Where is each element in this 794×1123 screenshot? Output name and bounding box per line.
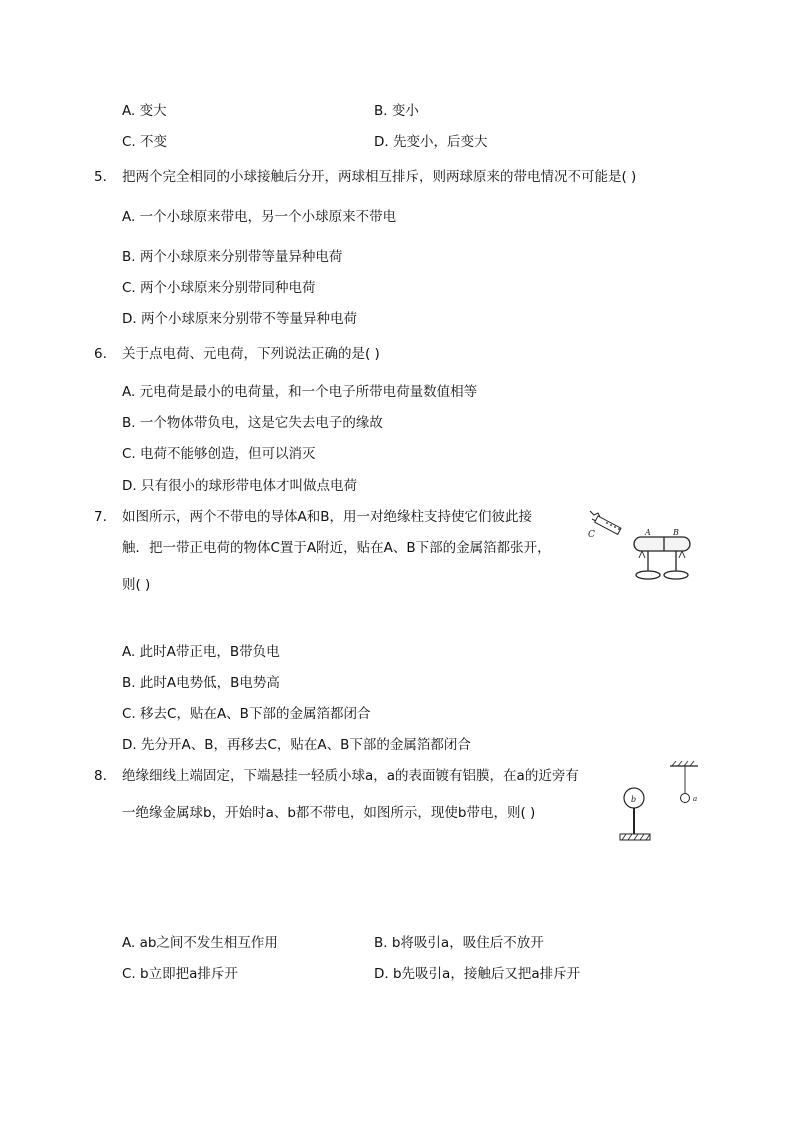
label-c: C [588,530,595,540]
option-d: D. 只有很小的球形带电体才叫做点电荷 [122,478,357,494]
option-c: C. 电荷不能够创造，但可以消灭 [122,446,316,462]
option-a: A. 元电荷是最小的电荷量，和一个电子所带电荷量数值相等 [122,384,478,400]
question-number: 7. [94,509,107,525]
question-stem-line-3: 则( ) [122,577,151,593]
answer-blank: ( ) [520,805,536,821]
question-stem: 把两个完全相同的小球接触后分开，两球相互排斥，则两球原来的带电情况不可能是( ) [122,169,637,185]
question-stem-line-1: 如图所示，两个不带电的导体A和B，用一对绝缘柱支持使它们彼此接 [122,509,532,525]
option-a: A. ab之间不发生相互作用 [122,935,278,951]
label-a: a [693,795,698,803]
question-number: 6. [94,346,107,362]
question-stem-line-2: 一绝缘金属球b，开始时a、b都不带电，如图所示，现使b带电，则( ) [122,805,536,821]
question-number: 5. [94,169,107,185]
option-c: C. 两个小球原来分别带同种电荷 [122,280,316,296]
conductor-figure [582,505,700,587]
label-a: A [645,528,651,537]
question-stem-line-2: 触．把一带正电荷的物体C置于A附近，贴在A、B下部的金属箔都张开， [122,540,551,556]
option-b: B. b将吸引a，吸住后不放开 [374,935,544,951]
option-d: D. b先吸引a，接触后又把a排斥开 [374,966,581,982]
question-number: 8. [94,768,107,784]
option-d: D. 先分开A、B，再移去C，贴在A、B下部的金属箔都闭合 [122,737,471,753]
label-b: B [673,528,679,537]
option-b: B. 一个物体带负电，这是它失去电子的缘故 [122,415,383,431]
question-stem-line-1: 绝缘细线上端固定，下端悬挂一轻质小球a，a的表面镀有铝膜，在a的近旁有 [122,768,579,784]
option-b: B. 两个小球原来分别带等量异种电荷 [122,249,343,265]
answer-blank: ( ) [135,577,151,593]
option-d: D. 两个小球原来分别带不等量异种电荷 [122,311,357,327]
answer-blank: ( ) [621,169,637,185]
option-b: B. 此时A电势低，B电势高 [122,675,280,691]
option-c: C. 移去C，贴在A、B下部的金属箔都闭合 [122,706,371,722]
option-c: C. 不变 [122,134,168,150]
answer-blank: ( ) [365,346,380,362]
question-stem: 关于点电荷、元电荷，下列说法正确的是( ) [122,346,380,362]
option-a: A. 一个小球原来带电，另一个小球原来不带电 [122,209,397,225]
label-b: b [631,795,637,804]
option-d: D. 先变小，后变大 [374,134,488,150]
option-a: A. 此时A带正电，B带负电 [122,644,280,660]
option-b: B. 变小 [374,103,419,119]
pendulum-figure [614,760,702,846]
option-a: A. 变大 [122,103,167,119]
option-c: C. b立即把a排斥开 [122,966,238,982]
